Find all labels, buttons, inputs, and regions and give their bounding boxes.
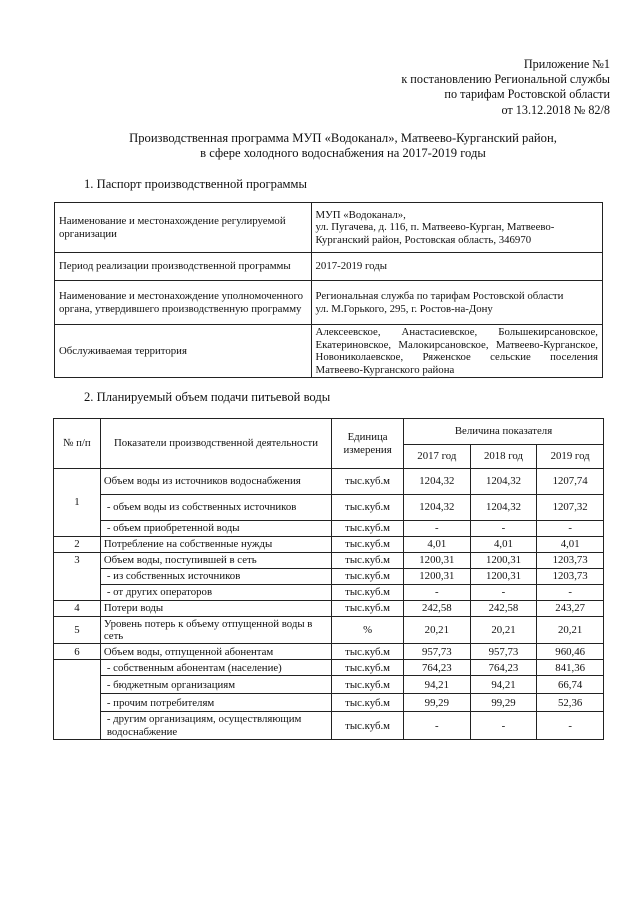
title-line: в сфере холодного водоснабжения на 2017-2019 годы: [200, 146, 486, 160]
section-heading-volume: 2. Планируемый объем подачи питьевой воды: [84, 390, 331, 404]
row-value: 1204,32: [404, 495, 471, 521]
table-row: [54, 694, 604, 712]
row-value: 4,01: [404, 537, 471, 553]
passport-value: 2017-2019 годы: [311, 253, 602, 281]
appendix-line: по тарифам Ростовской области: [444, 87, 610, 102]
passport-value: [311, 203, 602, 253]
row-value: 1204,32: [470, 495, 537, 521]
row-value: 1200,31: [470, 569, 537, 585]
row-value: 242,58: [404, 601, 471, 617]
row-unit: тыс.куб.м: [332, 569, 404, 585]
row-name: Объем воды, отпущенной абонентам: [100, 644, 331, 660]
appendix-block: [401, 57, 610, 118]
row-unit: тыс.куб.м: [332, 469, 404, 495]
row-name: - от других операторов: [100, 585, 331, 601]
row-value: 94,21: [404, 676, 471, 694]
header-year: 2019 год: [537, 445, 604, 469]
row-unit: тыс.куб.м: [332, 712, 404, 739]
passport-value: [311, 281, 602, 325]
row-value: 960,46: [537, 644, 604, 660]
row-value: -: [470, 585, 537, 601]
header-year: 2018 год: [470, 445, 537, 469]
row-num: 3: [54, 553, 101, 601]
row-name: - другим организациям, осуществляющим водоснабжение: [100, 712, 331, 739]
row-value: -: [470, 521, 537, 537]
row-unit: тыс.куб.м: [332, 553, 404, 569]
row-value: 764,23: [404, 660, 471, 676]
row-name: - объем воды из собственных источников: [100, 495, 331, 521]
row-name: - объем приобретенной воды: [100, 521, 331, 537]
row-value: 242,58: [470, 601, 537, 617]
row-value: 20,21: [537, 617, 604, 644]
table-row: [54, 495, 604, 521]
row-unit: тыс.куб.м: [332, 585, 404, 601]
row-unit: тыс.куб.м: [332, 495, 404, 521]
row-num: 2: [54, 537, 101, 553]
passport-value-line: ул. М.Горького, 295, г. Ростов-на-Дону: [315, 302, 493, 315]
passport-table: [54, 202, 603, 378]
passport-row: [55, 281, 603, 325]
row-value: -: [470, 712, 537, 739]
row-unit: тыс.куб.м: [332, 676, 404, 694]
row-value: -: [404, 521, 471, 537]
row-value: 52,36: [537, 694, 604, 712]
passport-label: Обслуживаемая территория: [55, 325, 312, 378]
row-value: 66,74: [537, 676, 604, 694]
row-name: Потери воды: [100, 601, 331, 617]
table-row: [54, 569, 604, 585]
row-value: 4,01: [470, 537, 537, 553]
passport-row: [55, 325, 603, 378]
row-name: Объем воды из источников водоснабжения: [100, 469, 331, 495]
row-name: - прочим потребителям: [100, 694, 331, 712]
table-row: [54, 585, 604, 601]
table-row: [54, 601, 604, 617]
row-name: Уровень потерь к объему отпущенной воды в сеть: [100, 617, 331, 644]
section-heading-passport: 1. Паспорт производственной программы: [84, 177, 307, 191]
row-unit: тыс.куб.м: [332, 644, 404, 660]
passport-value-line: Региональная служба по тарифам Ростовской области: [315, 289, 564, 302]
row-value: 1200,31: [404, 553, 471, 569]
row-value: 1207,74: [537, 469, 604, 495]
row-unit: тыс.куб.м: [332, 537, 404, 553]
volume-table: [53, 418, 604, 740]
row-name: Объем воды, поступившей в сеть: [100, 553, 331, 569]
header-name: Показатели производственной деятельности: [100, 419, 331, 469]
table-row: [54, 712, 604, 739]
appendix-line: от 13.12.2018 № 82/8: [501, 102, 610, 117]
table-row: [54, 537, 604, 553]
row-value: 99,29: [470, 694, 537, 712]
passport-label: Период реализации производственной программы: [55, 253, 312, 281]
table-row: [54, 676, 604, 694]
row-value: 4,01: [537, 537, 604, 553]
row-name: - собственным абонентам (население): [100, 660, 331, 676]
passport-value: Алексеевское, Анастасиевское, Большекирсановское, Екатериновское, Малокирсановское, Матвеево-Курганское, Новониколаевское, Ряженское сельские поселения Матвеево-Курганского района: [311, 325, 602, 378]
table-row: [54, 644, 604, 660]
passport-label: Наименование и местонахождение регулируемой организации: [55, 203, 312, 253]
passport-label: Наименование и местонахождение уполномоченного органа, утвердившего производственную программу: [55, 281, 312, 325]
row-num: 6: [54, 644, 101, 660]
header-num: № п/п: [54, 419, 101, 469]
passport-row: [55, 253, 603, 281]
row-value: 1203,73: [537, 569, 604, 585]
row-value: 841,36: [537, 660, 604, 676]
passport-value-line: ул. Пугачева, д. 116, п. Матвеево-Курган, Матвеево-Курганский район, Ростовская область, 346970: [315, 221, 555, 246]
row-value: -: [404, 712, 471, 739]
table-row: [54, 521, 604, 537]
row-value: -: [404, 585, 471, 601]
table-row: [54, 469, 604, 495]
document-title: [60, 131, 626, 161]
row-num: 4: [54, 601, 101, 617]
appendix-line: Приложение №1: [523, 57, 610, 71]
row-num: 5: [54, 617, 101, 644]
table-row: [54, 553, 604, 569]
row-value: 1204,32: [404, 469, 471, 495]
header-row: [54, 419, 604, 445]
row-value: 1204,32: [470, 469, 537, 495]
row-value: 20,21: [404, 617, 471, 644]
row-value: 20,21: [470, 617, 537, 644]
row-unit: тыс.куб.м: [332, 660, 404, 676]
header-year: 2017 год: [404, 445, 471, 469]
row-value: 1200,31: [404, 569, 471, 585]
row-unit: тыс.куб.м: [332, 694, 404, 712]
row-name: Потребление на собственные нужды: [100, 537, 331, 553]
row-value: 94,21: [470, 676, 537, 694]
row-value: 1203,73: [537, 553, 604, 569]
row-unit: тыс.куб.м: [332, 601, 404, 617]
passport-row: [55, 203, 603, 253]
row-value: -: [537, 521, 604, 537]
row-value: 1207,32: [537, 495, 604, 521]
row-unit: тыс.куб.м: [332, 521, 404, 537]
header-unit: Единица измерения: [332, 419, 404, 469]
row-value: -: [537, 585, 604, 601]
row-name: - из собственных источников: [100, 569, 331, 585]
appendix-line: к постановлению Региональной службы: [401, 72, 610, 87]
row-value: 957,73: [404, 644, 471, 660]
row-value: -: [537, 712, 604, 739]
row-unit: %: [332, 617, 404, 644]
passport-value-line: МУП «Водоканал»,: [315, 208, 406, 221]
row-num: [54, 660, 101, 739]
header-value: Величина показателя: [404, 419, 604, 445]
row-name: - бюджетным организациям: [100, 676, 331, 694]
row-value: 1200,31: [470, 553, 537, 569]
row-value: 243,27: [537, 601, 604, 617]
row-value: 957,73: [470, 644, 537, 660]
table-row: [54, 660, 604, 676]
row-value: 99,29: [404, 694, 471, 712]
row-value: 764,23: [470, 660, 537, 676]
table-row: [54, 617, 604, 644]
row-num: 1: [54, 469, 101, 537]
title-line: Производственная программа МУП «Водоканал», Матвеево-Курганский район,: [129, 131, 557, 145]
